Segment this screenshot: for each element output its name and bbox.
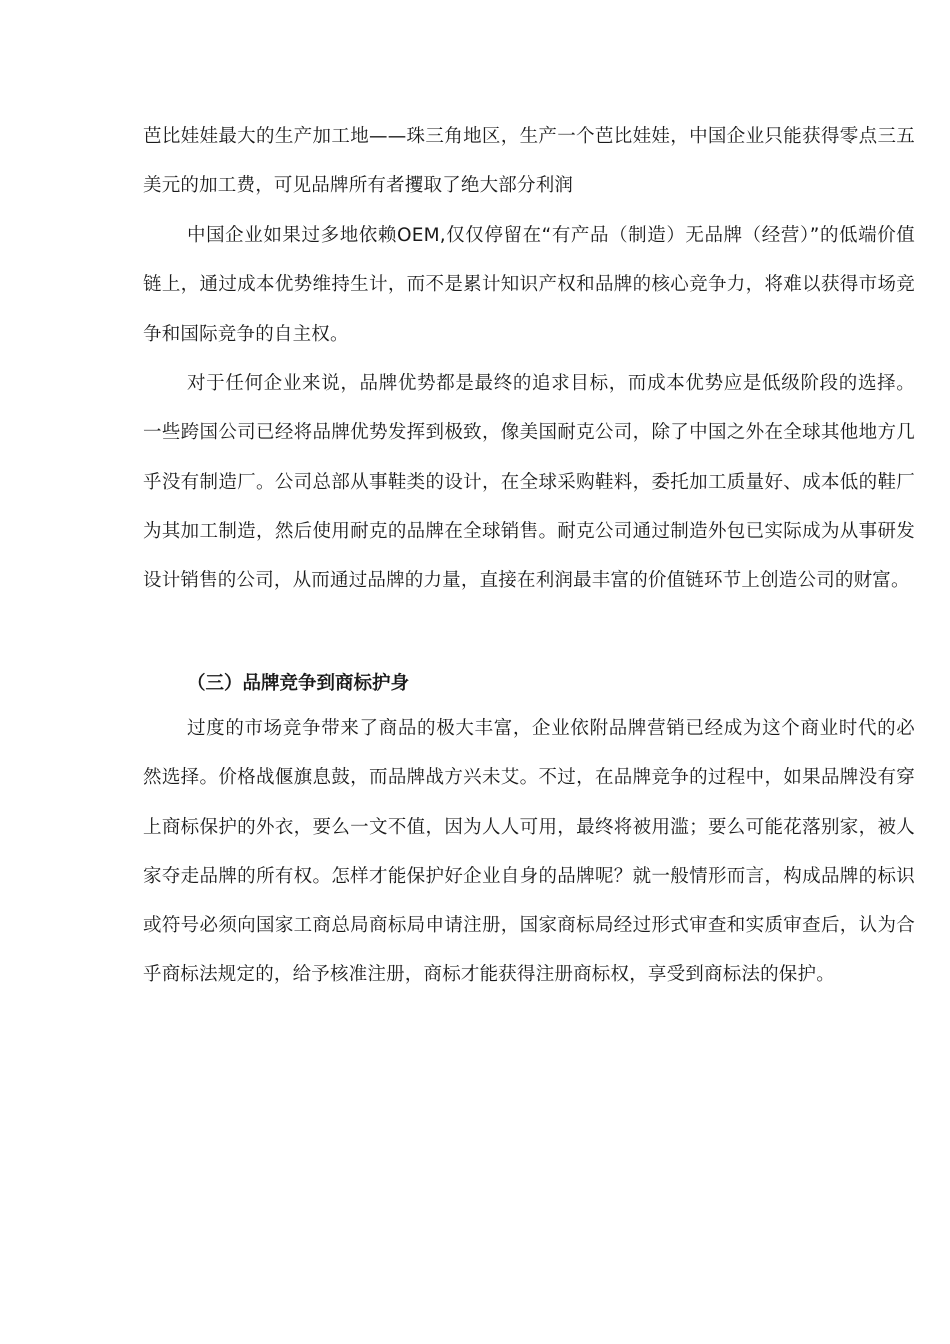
paragraph-trademark-protection: 过度的市场竞争带来了商品的极大丰富，企业依附品牌营销已经成为这个商业时代的必然选择。价格战偃旗息鼓，而品牌战方兴未艾。不过，在品牌竞争的过程中，如果品牌没有穿上商标保护的外衣，要么一文不值，因为人人可用，最终将被用滥；要么可能花落别家，被人家夺走品牌的所有权。怎样才能保护好企业自身的品牌呢？就一般情形而言，构成品牌的标识或符号必须向国家工商总局商标局申请注册，国家商标局经过形式审查和实质审查后，认为合乎商标法规定的，给予核准注册，商标才能获得注册商标权，享受到商标法的保护。 — [143, 718, 915, 986]
paragraph-brand-advantage: 对于任何企业来说，品牌优势都是最终的追求目标，而成本优势应是低级阶段的选择。一些跨国公司已经将品牌优势发挥到极致，像美国耐克公司，除了中国之外在全球其他地方几乎没有制造厂。公司总部从事鞋类的设计，在全球采购鞋料，委托加工质量好、成本低的鞋厂为其加工制造，然后使用耐克的品牌在全球销售。耐克公司通过制造外包已实际成为从事研发设计销售的公司，从而通过品牌的力量，直接在利润最丰富的价值链环节上创造公司的财富。 — [143, 373, 915, 592]
paragraph-oem-dependence: 中国企业如果过多地依赖OEM,仅仅停留在“有产品（制造）无品牌（经营）”的低端价值链上，通过成本优势维持生计，而不是累计知识产权和品牌的核心竞争力，将难以获得市场竞争和国际竞争的自主权。 — [143, 225, 915, 345]
paragraph-barbie-processing: 芭比娃娃最大的生产加工地——珠三角地区，生产一个芭比娃娃，中国企业只能获得零点三五美元的加工费，可见品牌所有者攫取了绝大部分利润 — [143, 126, 915, 197]
section-heading: （三）品牌竞争到商标护身 — [187, 673, 410, 694]
